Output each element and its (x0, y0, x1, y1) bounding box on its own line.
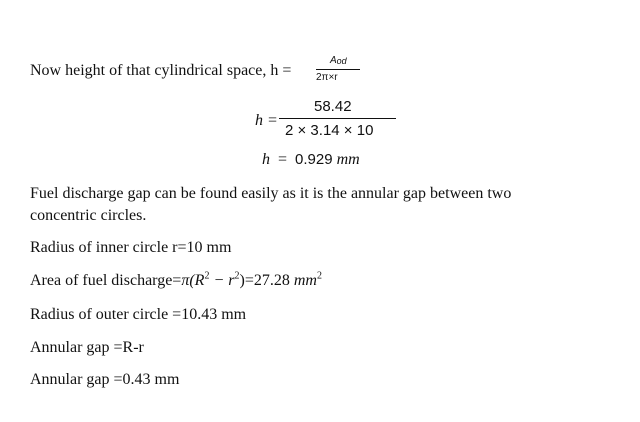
annular-gap-value-line: Annular gap =0.43 mm (30, 371, 180, 388)
fraction-numerator (330, 55, 347, 66)
area-prefix: Area of fuel discharge= (30, 272, 182, 289)
fraction-bar-small (316, 69, 360, 70)
area-sup-1: 2 (204, 270, 210, 282)
fraction-numerator-symbol: A (330, 55, 337, 66)
equation-h-lhs: h = (255, 112, 278, 129)
result-equals: = (278, 151, 288, 168)
area-pi-r: π(R (181, 272, 205, 289)
annular-gap-formula-line: Annular gap =R-r (30, 339, 144, 356)
result-unit: mm (336, 151, 360, 168)
area-close: )=27.28 (239, 272, 294, 289)
equation-h-denominator: 2 × 3.14 × 10 (285, 122, 374, 139)
equation-h-numerator: 58.42 (314, 98, 352, 115)
paragraph-line-1: Fuel discharge gap can be found easily as it is the annular gap between two (30, 185, 512, 202)
height-intro-text: Now height of that cylindrical space, h = (30, 62, 292, 79)
fraction-denominator: 2π×r (316, 72, 338, 83)
result-lhs: h (262, 151, 270, 168)
area-mid: − r (209, 272, 235, 289)
result-value: 0.929 (295, 151, 333, 168)
fraction-numerator-subscript: od (336, 56, 347, 66)
paragraph-line-2: concentric circles. (30, 207, 147, 224)
radius-inner-line: Radius of inner circle r=10 mm (30, 239, 232, 256)
area-unit: mm (293, 272, 317, 289)
area-line (30, 272, 322, 290)
radius-outer-line: Radius of outer circle =10.43 mm (30, 306, 247, 323)
fraction-bar-large (279, 118, 396, 119)
area-unit-sup: 2 (316, 270, 322, 282)
equation-result (262, 151, 360, 169)
area-sup-2: 2 (234, 270, 240, 282)
